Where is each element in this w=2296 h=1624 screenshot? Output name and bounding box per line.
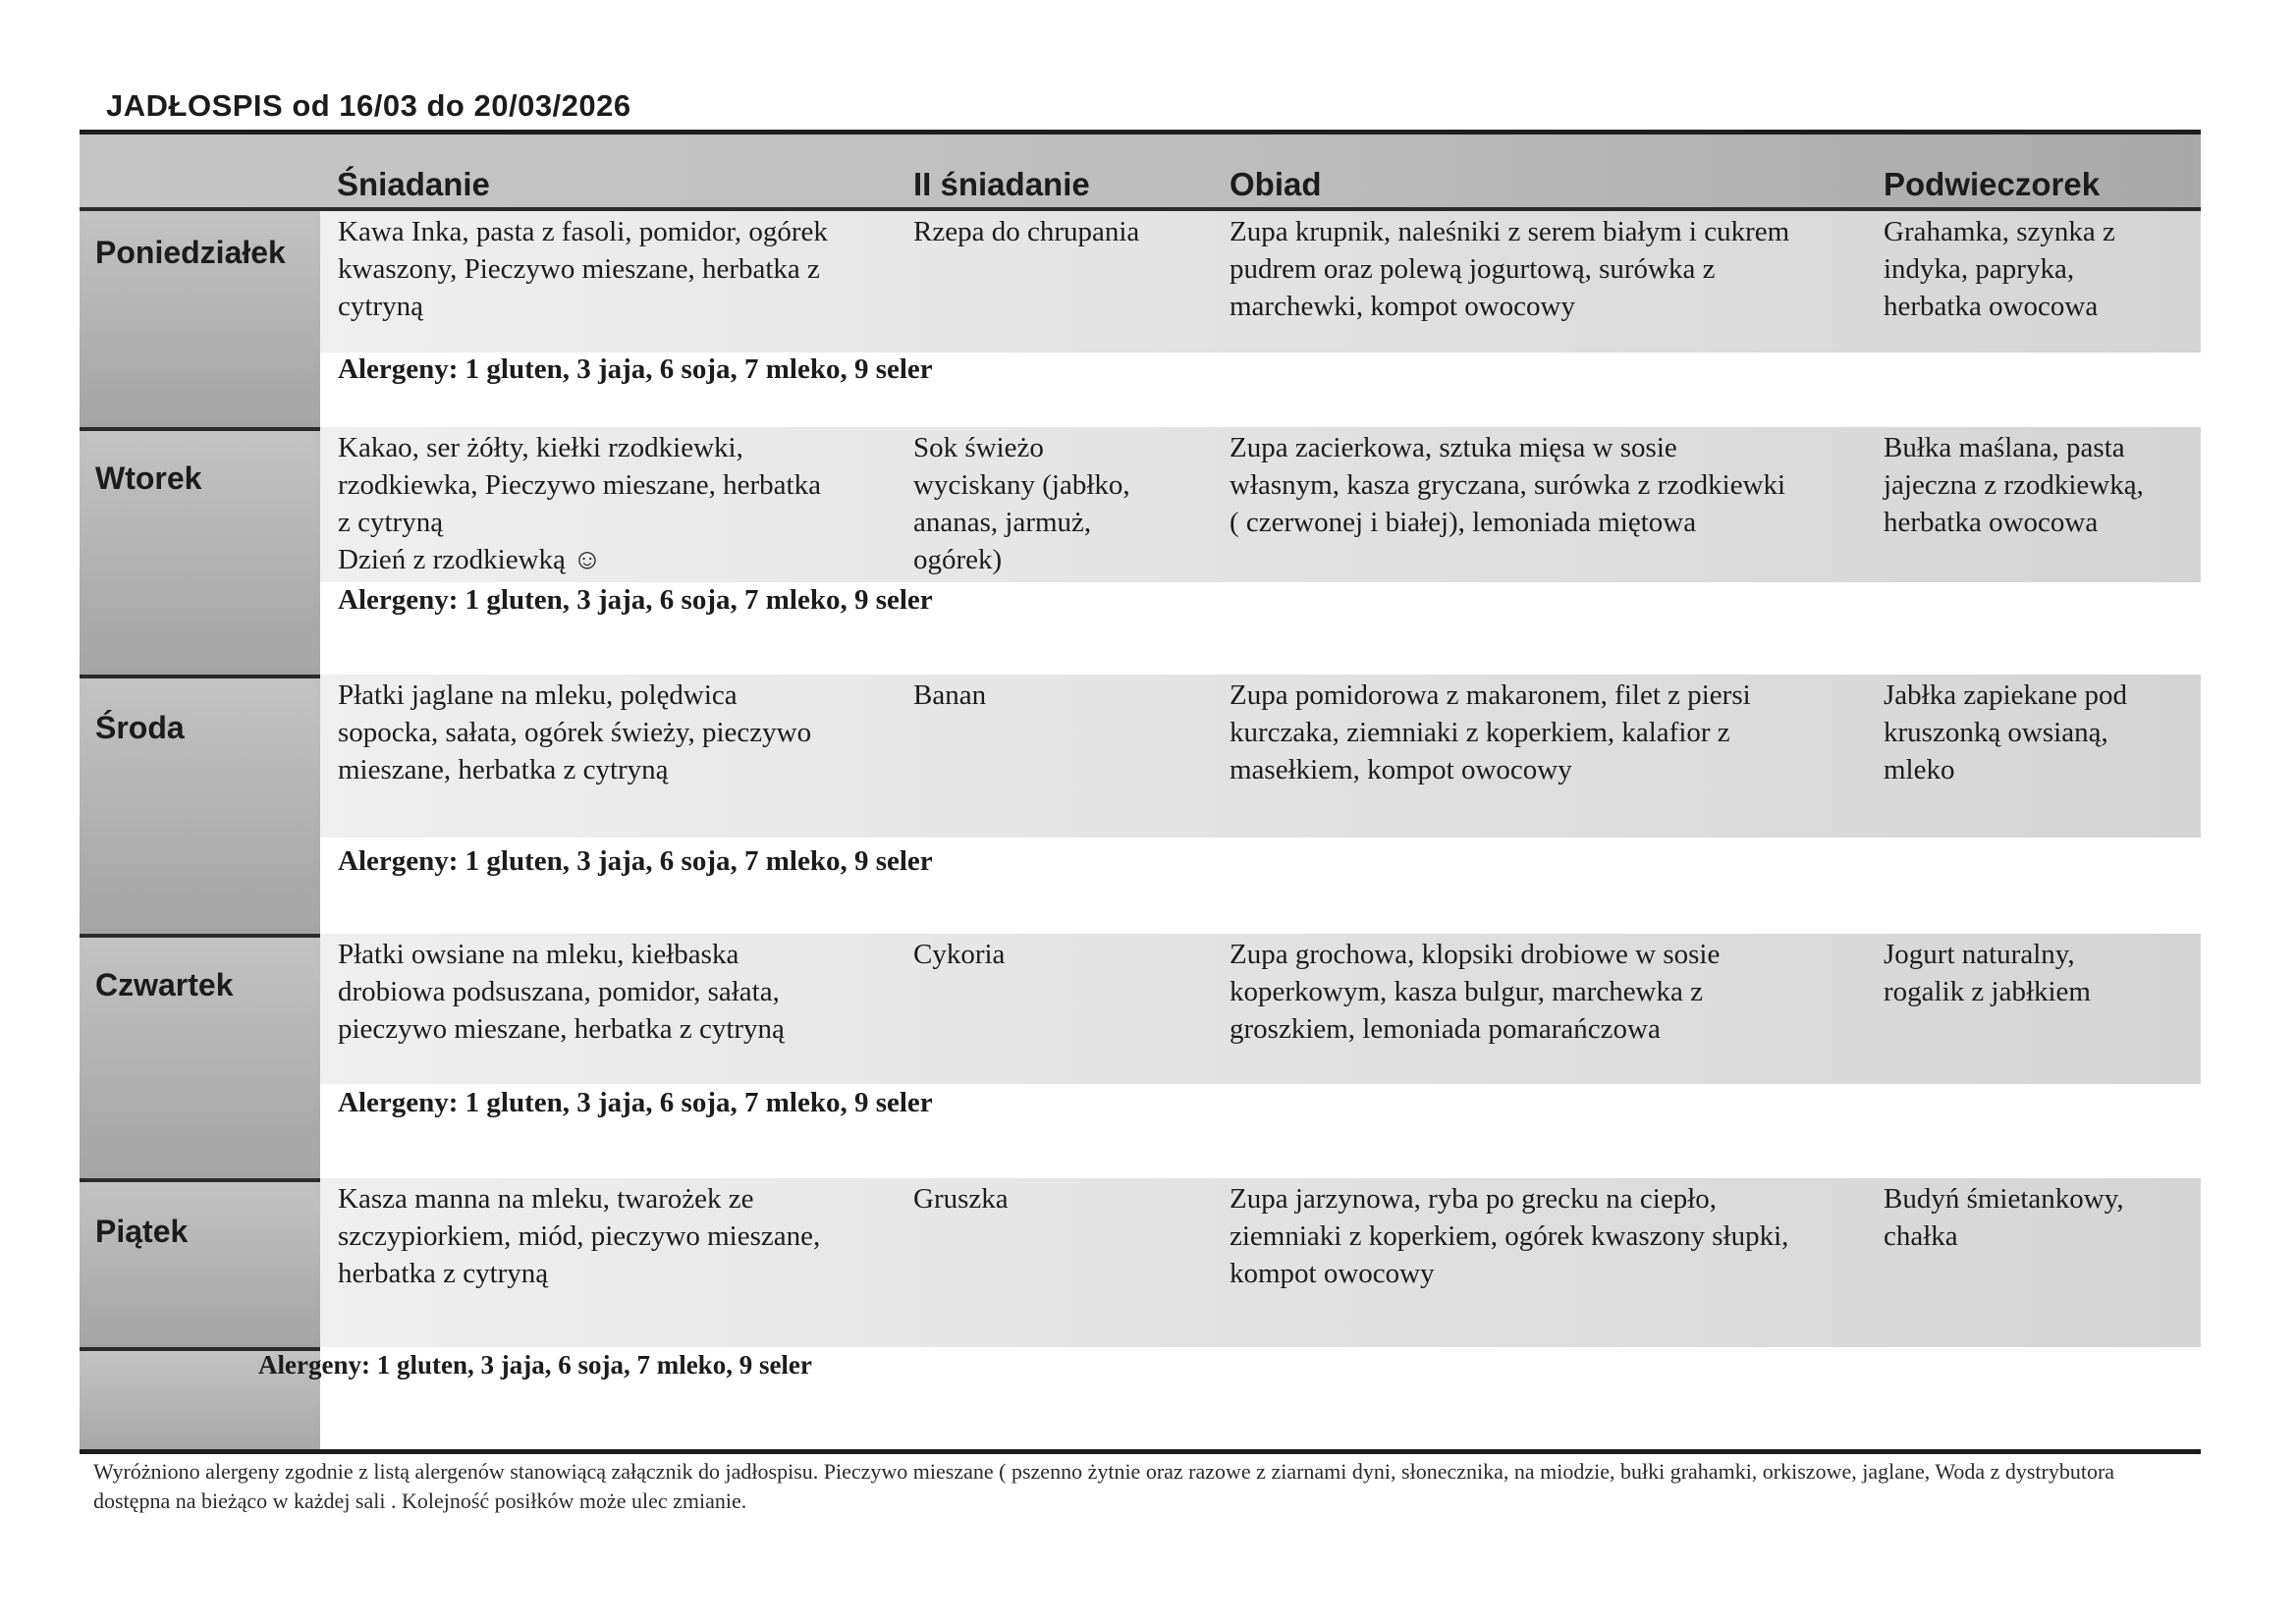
day-row-poniedzialek [80, 211, 2201, 427]
bottom-rule [80, 1449, 2201, 1454]
allergens-line: Alergeny: 1 gluten, 3 jaja, 6 soja, 7 mleko, 9 seler [338, 845, 933, 877]
cell-podwieczorek: Jogurt naturalny, rogalik z jabłkiem [1884, 939, 2091, 1007]
cell-obiad: Zupa pomidorowa z makaronem, filet z piersi kurczaka, ziemniaki z koperkiem, kalafior z masełkiem, kompot owocowy [1230, 679, 1751, 785]
day-name: Czwartek [95, 967, 234, 1002]
day-row-sroda [80, 675, 2201, 934]
day-name: Piątek [95, 1214, 189, 1249]
day-label-cell [80, 211, 320, 427]
menu-title: JADŁOSPIS od 16/03 do 20/03/2026 [106, 88, 631, 123]
header-obiad: Obiad [1230, 166, 1322, 202]
day-label-cell [80, 675, 320, 934]
allergens-line: Alergeny: 1 gluten, 3 jaja, 6 soja, 7 mleko, 9 seler [338, 584, 933, 616]
cell-podwieczorek: Bułka maślana, pasta jajeczna z rzodkiewką, herbatka owocowa [1884, 432, 2144, 538]
cell-ii-sniadanie: Rzepa do chrupania [913, 216, 1140, 247]
day-name: Wtorek [95, 460, 202, 496]
cell-sniadanie: Płatki owsiane na mleku, kiełbaska drobiowa podsuszana, pomidor, sałata, pieczywo mieszane, herbatka z cytryną [338, 939, 785, 1045]
cell-ii-sniadanie: Banan [913, 679, 987, 711]
meals-band [320, 1178, 2201, 1347]
cell-sniadanie: Płatki jaglane na mleku, polędwica sopocka, sałata, ogórek świeży, pieczywo mieszane, herbatka z cytryną [338, 679, 812, 785]
day-row-czwartek [80, 934, 2201, 1178]
meals-band [320, 427, 2201, 582]
allergens-line: Alergeny: 1 gluten, 3 jaja, 6 soja, 7 mleko, 9 seler [338, 1087, 933, 1118]
cell-podwieczorek: Budyń śmietankowy, chałka [1884, 1183, 2124, 1252]
day-name: Poniedziałek [95, 235, 286, 270]
day-row-piatek [80, 1178, 2201, 1347]
day-label-cell [80, 1178, 320, 1347]
meals-band [320, 211, 2201, 352]
meals-band [320, 675, 2201, 838]
cell-sniadanie: Kakao, ser żółty, kiełki rzodkiewki, rzodkiewka, Pieczywo mieszane, herbatka z cytryną Dzień z rzodkiewką ☺ [338, 432, 821, 575]
cell-podwieczorek: Grahamka, szynka z indyka, papryka, herbatka owocowa [1884, 216, 2115, 322]
header-sniadanie: Śniadanie [337, 166, 490, 202]
footnote: Wyróżniono alergeny zgodnie z listą alergenów stanowiącą załącznik do jadłospisu. Pieczywo mieszane ( pszenno żytnie oraz razowe z ziarnami dyni, słonecznika, na miodzie, bułki grahamki, orkiszowe, jaglane, Woda z dystrybutora dostępna na bieżąco w każdej sali . Kolejność posiłków może ulec zmianie. [93, 1459, 2115, 1513]
cell-ii-sniadanie: Cykoria [913, 939, 1006, 970]
day-row-wtorek [80, 427, 2201, 675]
cell-obiad: Zupa zacierkowa, sztuka mięsa w sosie własnym, kasza gryczana, surówka z rzodkiewki ( czerwonej i białej), lemoniada miętowa [1230, 432, 1786, 538]
cell-obiad: Zupa jarzynowa, ryba po grecku na ciepło, ziemniaki z koperkiem, ogórek kwaszony słupki, kompot owocowy [1230, 1183, 1789, 1289]
allergens-line: Alergeny: 1 gluten, 3 jaja, 6 soja, 7 mleko, 9 seler [338, 353, 933, 385]
cell-obiad: Zupa grochowa, klopsiki drobiowe w sosie koperkowym, kasza bulgur, marchewka z groszkiem, lemoniada pomarańczowa [1230, 939, 1721, 1045]
cell-podwieczorek: Jabłka zapiekane pod kruszonką owsianą, mleko [1884, 679, 2128, 785]
header-podwieczorek: Podwieczorek [1884, 166, 2101, 202]
day-label-cell [80, 934, 320, 1178]
cell-obiad: Zupa krupnik, naleśniki z serem białym i cukrem pudrem oraz polewą jogurtową, surówka z marchewki, kompot owocowy [1230, 216, 1790, 322]
column-header-row [80, 135, 2201, 211]
allergens-line-piatek: Alergeny: 1 gluten, 3 jaja, 6 soja, 7 mleko, 9 seler [258, 1350, 812, 1380]
cell-sniadanie: Kawa Inka, pasta z fasoli, pomidor, ogórek kwaszony, Pieczywo mieszane, herbatka z cytryną [338, 216, 828, 322]
cell-ii-sniadanie: Gruszka [913, 1183, 1009, 1215]
meals-band [320, 934, 2201, 1084]
cell-sniadanie: Kasza manna na mleku, twarożek ze szczypiorkiem, miód, pieczywo mieszane, herbatka z cytryną [338, 1183, 821, 1289]
day-name: Środa [95, 710, 185, 745]
cell-ii-sniadanie: Sok świeżo wyciskany (jabłko, ananas, jarmuż, ogórek) [913, 432, 1130, 575]
header-ii-sniadanie: II śniadanie [913, 166, 1090, 202]
day-label-cell [80, 427, 320, 675]
